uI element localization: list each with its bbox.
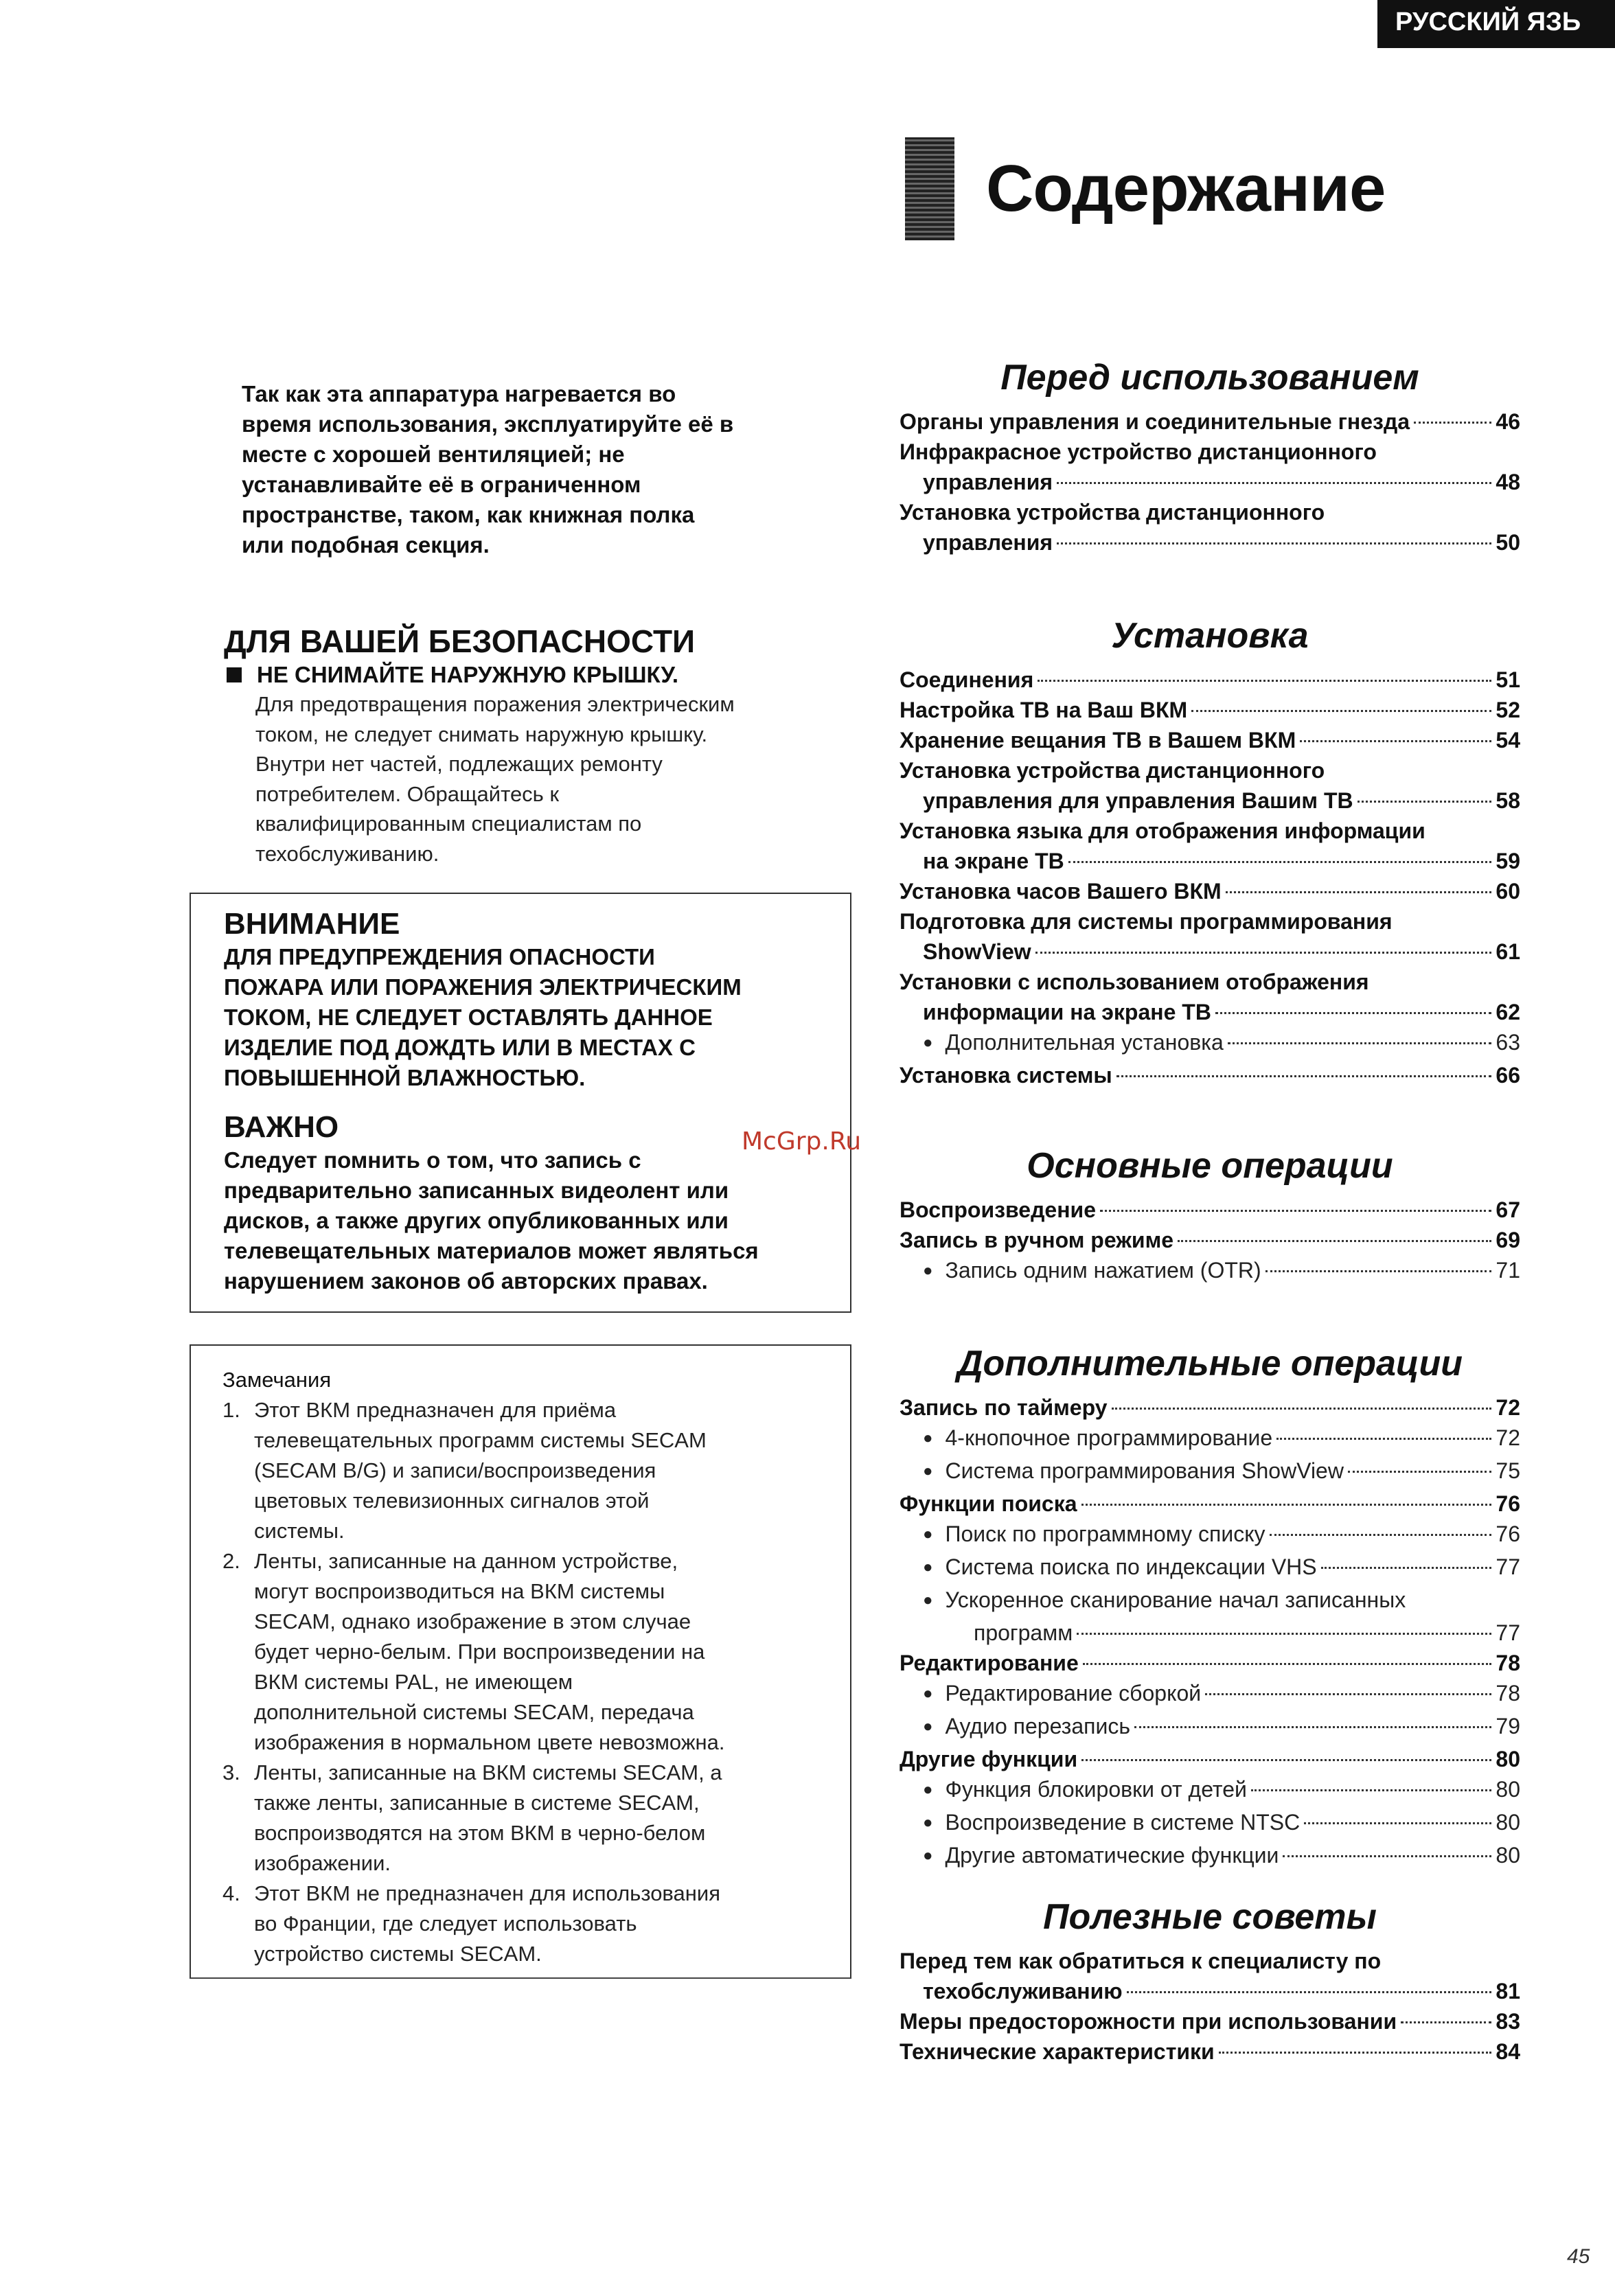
toc-subentry[interactable] [900, 1807, 1520, 1840]
note-line: телевещательных программ системы SECAM [254, 1428, 707, 1452]
note-text [254, 1395, 707, 1546]
toc-subentry[interactable] [900, 1711, 1520, 1744]
leader-dots [1116, 1075, 1492, 1077]
toc-entry-first-line: Установка языка для отображения информации [900, 818, 1425, 843]
note-line: изображении. [254, 1851, 391, 1875]
note-item [222, 1879, 850, 1969]
note-line: Этот ВКМ предназначен для приёма [254, 1398, 617, 1422]
note-text [254, 1546, 725, 1758]
toc-entry-title: управления [923, 530, 1053, 555]
toc-entry-page: 51 [1496, 667, 1520, 692]
toc-entry-title: Установка часов Вашего ВКМ [900, 879, 1222, 904]
intro-line: устанавливайте её в ограниченном [242, 472, 641, 497]
toc-entry-title: ● Поиск по программному списку [923, 1519, 1265, 1552]
toc-entry-title: Органы управления и соединительные гнезда [900, 409, 1410, 434]
toc-entry-page: 69 [1496, 1228, 1520, 1252]
toc-subentry[interactable] [900, 1456, 1520, 1489]
safety-line: током, не следует снимать наружную крышку. [255, 722, 708, 746]
intro-line: пространстве, таком, как книжная полка [242, 502, 695, 527]
toc-entry-title: Соединения [900, 667, 1034, 692]
note-line: ВКМ системы PAL, не имеющем [254, 1670, 573, 1694]
toc-section-heading: Основные операции [1027, 1146, 1393, 1186]
toc-entry-page: 79 [1496, 1714, 1520, 1738]
warning-line: ИЗДЕЛИЕ ПОД ДОЖДТЬ ИЛИ В МЕСТАХ С [224, 1035, 696, 1060]
toc-entry-title: ● Редактирование сборкой [923, 1678, 1201, 1711]
toc-entry-page: 80 [1496, 1747, 1520, 1771]
toc-entry-title: программ [974, 1620, 1073, 1645]
note-item [222, 1395, 850, 1546]
toc-entry-title: на экране ТВ [923, 849, 1064, 873]
toc-entry-title: Воспроизведение [900, 1197, 1096, 1222]
toc-entry-page: 58 [1496, 788, 1520, 813]
toc-entry-page: 59 [1496, 849, 1520, 873]
toc-entry-title: ● Запись одним нажатием (OTR) [923, 1255, 1261, 1288]
toc-entry[interactable] [900, 406, 1520, 437]
toc-entry-page: 60 [1496, 879, 1520, 904]
toc-entry-first-line: Перед тем как обратиться к специалисту по [900, 1949, 1382, 1973]
leader-dots [1226, 891, 1492, 893]
page-title: Содержание [986, 152, 1386, 225]
toc-entry-title: информации на экране ТВ [923, 1000, 1211, 1024]
leader-dots [1251, 1789, 1492, 1791]
toc-entry-title: техобслуживанию [923, 1979, 1123, 2004]
toc-entry-page: 84 [1496, 2039, 1520, 2064]
toc-entry-page: 48 [1496, 470, 1520, 494]
note-line: Ленты, записанные на ВКМ системы SECAM, а [254, 1760, 722, 1784]
toc-subentry[interactable] [900, 1423, 1520, 1456]
leader-dots [1215, 1012, 1491, 1014]
toc-section-heading: Полезные советы [1043, 1897, 1377, 1937]
note-text [254, 1879, 720, 1969]
toc-entry-title: ● 4-кнопочное программирование [923, 1423, 1272, 1456]
toc-entry-title: Настройка ТВ на Ваш ВКМ [900, 698, 1188, 722]
important-line: нарушением законов об авторских правах. [224, 1268, 708, 1294]
toc-entry-title: ShowView [923, 939, 1031, 964]
toc-entry-page: 80 [1496, 1777, 1520, 1802]
leader-dots [1178, 1240, 1491, 1242]
toc-entry[interactable] [900, 725, 1520, 755]
toc-entry[interactable] [900, 997, 1520, 1027]
intro-line: или подобная секция. [242, 532, 490, 558]
toc-entry-title: Хранение вещания ТВ в Вашем ВКМ [900, 728, 1296, 753]
toc-entry-page: 67 [1496, 1197, 1520, 1222]
warning-line: ПОВЫШЕННОЙ ВЛАЖНОСТЬЮ. [224, 1065, 586, 1090]
note-line: воспроизводятся на этом ВКМ в черно-белом [254, 1821, 706, 1845]
leader-dots [1283, 1855, 1491, 1857]
warning-line: ПОЖАРА ИЛИ ПОРАЖЕНИЯ ЭЛЕКТРИЧЕСКИМ [224, 974, 742, 1000]
leader-dots [1304, 1822, 1491, 1824]
note-line: (SECAM B/G) и записи/воспроизведения [254, 1458, 656, 1482]
toc-entry-page: 76 [1496, 1522, 1520, 1546]
toc-subentry[interactable] [900, 1840, 1520, 1873]
toc-entry-page: 52 [1496, 698, 1520, 722]
toc-entry[interactable] [900, 785, 1520, 816]
leader-dots [1068, 861, 1492, 863]
note-item [222, 1546, 850, 1758]
safety-heading: ДЛЯ ВАШЕЙ БЕЗОПАСНОСТИ [224, 623, 696, 659]
toc-entry-page: 77 [1496, 1554, 1520, 1579]
language-tab: РУССКИЙ ЯЗЬ [1377, 0, 1615, 48]
note-number: 2. [222, 1549, 240, 1573]
toc-entry[interactable] [900, 1976, 1520, 2006]
toc-entry-page: 81 [1496, 1979, 1520, 2004]
safety-line: техобслуживанию. [255, 841, 439, 866]
safety-section [224, 622, 842, 869]
toc-entry[interactable] [900, 467, 1520, 497]
leader-dots [1348, 1471, 1491, 1473]
toc-entry-title: Запись в ручном режиме [900, 1228, 1174, 1252]
ventilation-note [242, 379, 812, 560]
toc-entry-title: ● Дополнительная установка [923, 1027, 1224, 1060]
note-line: изображения в нормальном цвете невозможна. [254, 1730, 725, 1754]
toc-useful-tips [900, 1896, 1520, 2067]
toc-entry-page: 62 [1496, 1000, 1520, 1024]
leader-dots [1100, 1210, 1491, 1212]
toc-entry[interactable] [900, 665, 1520, 695]
toc-entry[interactable] [900, 1225, 1520, 1255]
toc-entry-page: 80 [1496, 1843, 1520, 1868]
note-line: дополнительной системы SECAM, передача [254, 1700, 694, 1724]
toc-entry-page: 78 [1496, 1681, 1520, 1706]
warning-box [190, 893, 851, 1313]
toc-entry-title: ● Система поиска по индексации VHS [923, 1552, 1317, 1585]
toc-subentry[interactable] [900, 1255, 1520, 1288]
toc-entry-title: управления для управления Вашим ТВ [923, 788, 1353, 813]
leader-dots [1112, 1408, 1492, 1410]
leader-dots [1081, 1504, 1492, 1506]
toc-entry-title: Технические характеристики [900, 2039, 1215, 2064]
toc-entry-page: 80 [1496, 1810, 1520, 1835]
note-number: 3. [222, 1760, 240, 1784]
intro-line: Так как эта аппаратура нагревается во [242, 381, 676, 406]
note-line: во Франции, где следует использовать [254, 1912, 637, 1936]
toc-entry-page: 72 [1496, 1395, 1520, 1420]
leader-dots [1081, 1759, 1491, 1761]
toc-entry[interactable] [900, 1489, 1520, 1519]
note-line: устройство системы SECAM. [254, 1942, 542, 1966]
leader-dots [1276, 1438, 1491, 1440]
notes-box [190, 1344, 851, 1979]
leader-dots [1134, 1726, 1491, 1728]
toc-entry-title: Запись по таймеру [900, 1395, 1108, 1420]
leader-dots [1057, 482, 1491, 484]
warning-text [224, 942, 850, 1093]
intro-line: месте с хорошей вентиляцией; не [242, 441, 625, 467]
toc-entry-page: 78 [1496, 1651, 1520, 1675]
toc-entry[interactable] [900, 2006, 1520, 2036]
note-text [254, 1758, 722, 1879]
toc-entry-first-line: Инфракрасное устройство дистанционного [900, 439, 1377, 464]
toc-entry-page: 83 [1496, 2009, 1520, 2034]
leader-dots [1358, 801, 1492, 803]
leader-dots [1265, 1270, 1492, 1272]
safety-line: Внутри нет частей, подлежащих ремонту [255, 752, 663, 776]
toc-entry-first-line: Установки с использованием отображения [900, 969, 1369, 994]
important-heading: ВАЖНО [224, 1110, 339, 1144]
toc-section-heading: Дополнительные операции [957, 1344, 1463, 1384]
important-line: дисков, а также других опубликованных или [224, 1208, 729, 1233]
toc-entry[interactable] [900, 527, 1520, 558]
toc-entry[interactable] [900, 1195, 1520, 1225]
safety-line: Для предотвращения поражения электрическим [255, 692, 735, 716]
leader-dots [1414, 422, 1491, 424]
toc-subentry[interactable] [900, 1027, 1520, 1060]
note-line: системы. [254, 1519, 345, 1543]
toc-subentry[interactable] [900, 1774, 1520, 1807]
note-line: могут воспроизводиться на ВКМ системы [254, 1579, 665, 1603]
note-number: 1. [222, 1398, 240, 1422]
toc-entry-page: 77 [1496, 1620, 1520, 1645]
toc-entry-title: ● Воспроизведение в системе NTSC [923, 1807, 1300, 1840]
leader-dots [1321, 1567, 1492, 1569]
note-line: Этот ВКМ не предназначен для использования [254, 1881, 721, 1905]
title-bar-decoration [905, 137, 954, 240]
toc-subentry-first-line [900, 1585, 1520, 1618]
leader-dots [1228, 1042, 1492, 1044]
safety-subheading-text: НЕ СНИМАЙТЕ НАРУЖНУЮ КРЫШКУ. [257, 662, 679, 687]
leader-dots [1300, 740, 1491, 742]
toc-basic-operations [900, 1145, 1520, 1288]
toc-entry[interactable] [900, 937, 1520, 967]
leader-dots [1205, 1693, 1491, 1695]
toc-entry[interactable] [900, 1744, 1520, 1774]
toc-entry-title: ● Ускоренное сканирование начал записанных [923, 1585, 1406, 1618]
note-line: также ленты, записанные в системе SECAM, [254, 1791, 700, 1815]
toc-entry-page: 54 [1496, 728, 1520, 753]
leader-dots [1219, 2052, 1492, 2054]
toc-section-heading: Установка [1111, 616, 1309, 656]
toc-before-use [900, 357, 1520, 558]
toc-entry-title: Функции поиска [900, 1491, 1077, 1516]
toc-entry-page: 63 [1496, 1030, 1520, 1055]
toc-entry-first-line: Установка устройства дистанционного [900, 500, 1325, 525]
toc-entry-first-line: Установка устройства дистанционного [900, 758, 1325, 783]
safety-line: квалифицированным специалистам по [255, 812, 642, 836]
toc-entry[interactable] [900, 846, 1520, 876]
toc-entry-page: 72 [1496, 1425, 1520, 1450]
note-line: Ленты, записанные на данном устройстве, [254, 1549, 678, 1573]
toc-subentry[interactable] [900, 1678, 1520, 1711]
toc-entry-title: ● Другие автоматические функции [923, 1840, 1279, 1873]
leader-dots [1077, 1633, 1491, 1635]
important-text [224, 1145, 850, 1296]
note-line: будет черно-белым. При воспроизведении на [254, 1640, 705, 1664]
leader-dots [1127, 1991, 1492, 1993]
leader-dots [1057, 542, 1491, 544]
important-line: телевещательных материалов может являться [224, 1238, 759, 1263]
toc-entry-page: 61 [1496, 939, 1520, 964]
warning-heading: ВНИМАНИЕ [224, 907, 400, 941]
note-line: цветовых телевизионных сигналов этой [254, 1489, 650, 1513]
toc-entry-page: 50 [1496, 530, 1520, 555]
toc-entry-page: 66 [1496, 1063, 1520, 1088]
leader-dots [1191, 710, 1491, 712]
toc-entry-page: 71 [1496, 1258, 1520, 1283]
leader-dots [1035, 952, 1492, 954]
toc-entry[interactable] [900, 695, 1520, 725]
page-number: 45 [1567, 2245, 1590, 2268]
toc-entry-page: 46 [1496, 409, 1520, 434]
notes-heading: Замечания [222, 1368, 332, 1392]
leader-dots [1038, 680, 1491, 682]
leader-dots [1083, 1663, 1492, 1665]
toc-entry-page: 75 [1496, 1458, 1520, 1483]
safety-body [255, 689, 842, 869]
toc-entry[interactable] [900, 1060, 1520, 1090]
toc-entry-title: управления [923, 470, 1053, 494]
toc-entry-title: ● Аудио перезапись [923, 1711, 1130, 1744]
note-line: SECAM, однако изображение в этом случае [254, 1609, 691, 1633]
toc-entry-title: Установка системы [900, 1063, 1112, 1088]
toc-entry-page: 76 [1496, 1491, 1520, 1516]
square-bullet-icon [227, 667, 242, 682]
toc-entry-first-line: Подготовка для системы программирования [900, 909, 1393, 934]
leader-dots [1401, 2021, 1491, 2023]
leader-dots [1270, 1534, 1492, 1536]
note-number: 4. [222, 1881, 240, 1905]
safety-subheading [224, 661, 842, 689]
important-line: предварительно записанных видеолент или [224, 1178, 729, 1203]
toc-entry[interactable] [900, 1648, 1520, 1678]
toc-entry-title: Другие функции [900, 1747, 1078, 1771]
warning-line: ТОКОМ, НЕ СЛЕДУЕТ ОСТАВЛЯТЬ ДАННОЕ [224, 1004, 713, 1030]
toc-entry-title: ● Функция блокировки от детей [923, 1774, 1247, 1807]
toc-subentry[interactable] [900, 1618, 1520, 1648]
toc-entry-title: Редактирование [900, 1651, 1079, 1675]
watermark: McGrp.Ru [742, 1127, 862, 1156]
toc-entry[interactable] [900, 2036, 1520, 2067]
toc-entry-title: Меры предосторожности при использовании [900, 2009, 1397, 2034]
safety-line: потребителем. Обращайтесь к [255, 781, 560, 806]
toc-subentry[interactable] [900, 1552, 1520, 1585]
note-item [222, 1758, 850, 1879]
intro-line: время использования, эксплуатируйте её в [242, 411, 734, 437]
toc-advanced-operations [900, 1343, 1520, 1873]
toc-subentry[interactable] [900, 1519, 1520, 1552]
toc-setup [900, 615, 1520, 1090]
toc-section-heading: Перед использованием [1000, 358, 1419, 398]
important-line: Следует помнить о том, что запись с [224, 1147, 641, 1173]
toc-entry[interactable] [900, 1392, 1520, 1423]
warning-line: ДЛЯ ПРЕДУПРЕЖДЕНИЯ ОПАСНОСТИ [224, 944, 655, 969]
toc-entry[interactable] [900, 876, 1520, 906]
toc-entry-title: ● Система программирования ShowView [923, 1456, 1344, 1489]
